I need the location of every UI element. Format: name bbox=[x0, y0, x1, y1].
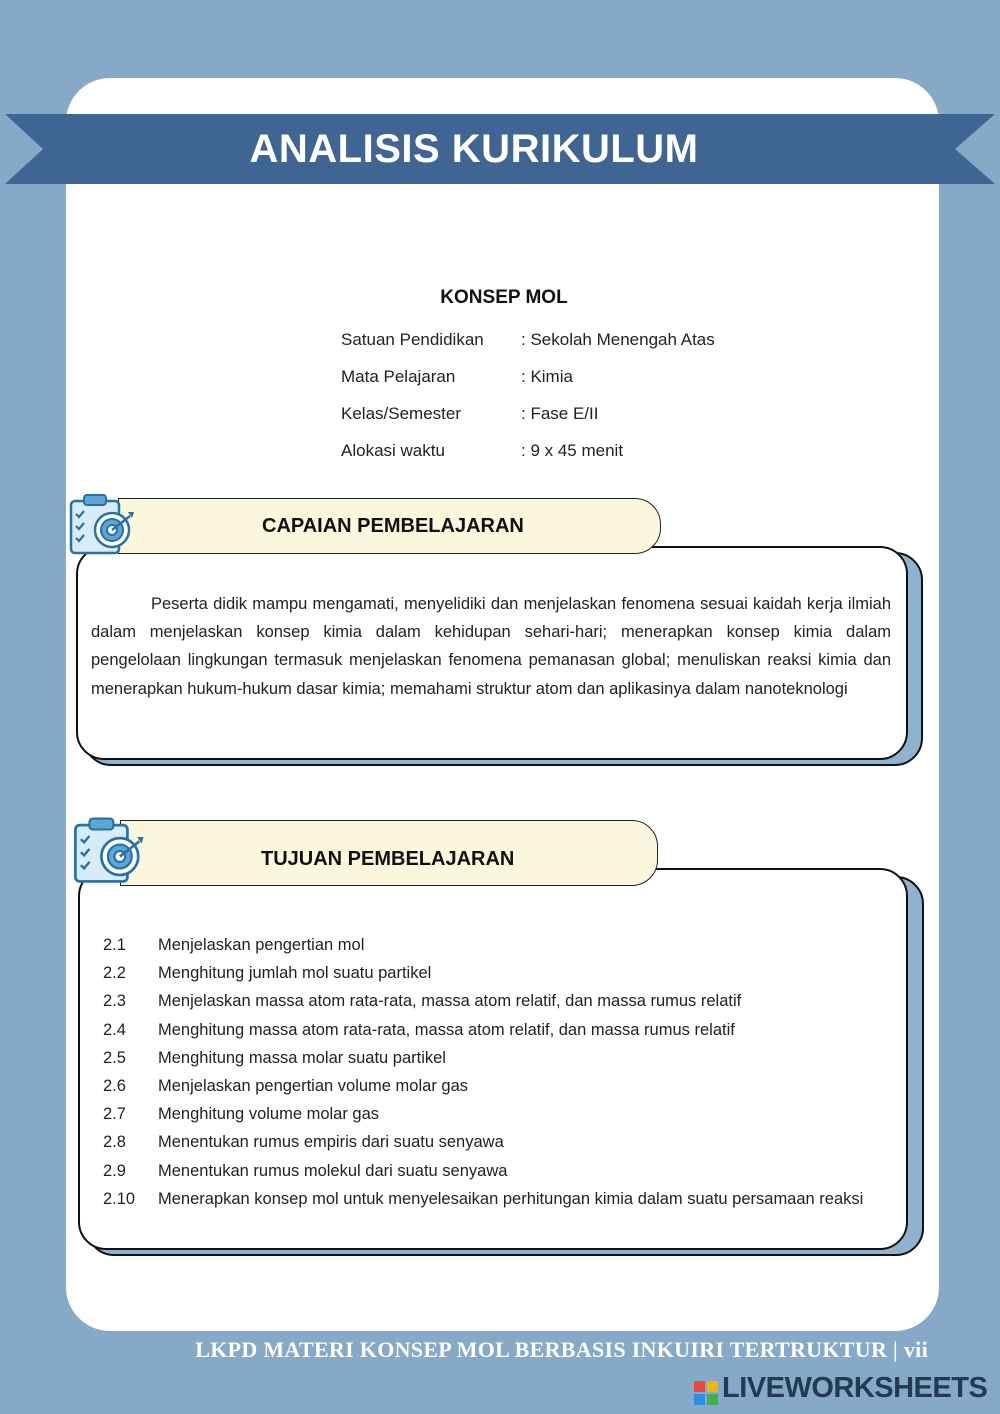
capaian-heading: CAPAIAN PEMBELAJARAN bbox=[262, 515, 524, 537]
item-number: 2.10 bbox=[103, 1189, 136, 1208]
meta-value: : 9 x 45 menit bbox=[521, 441, 624, 460]
item-number: 2.1 bbox=[103, 936, 126, 954]
list-item bbox=[103, 1044, 906, 1072]
item-number: 2.4 bbox=[103, 1020, 126, 1039]
item-number: 2.6 bbox=[103, 1077, 126, 1096]
item-number: 2.3 bbox=[103, 992, 126, 1011]
item-text: Menentukan rumus molekul dari suatu senyawa bbox=[158, 1161, 508, 1180]
item-text: Menjelaskan pengertian mol bbox=[158, 936, 365, 954]
list-item bbox=[103, 1157, 906, 1185]
meta-label: Satuan Pendidikan bbox=[341, 330, 484, 349]
capaian-text: Peserta didik mampu mengamati, menyelidiki dan menjelaskan fenomena sesuai kaidah kerja ilmiah dalam menjelaskan konsep kimia dalam kehidupan sehari-hari; menerapkan konsep kimia dalam pengelolaan lingkungan termasuk menjelaskan fenomena pemanasan global; menuliskan reaksi kimia dan menerapkan hukum-hukum dasar kimia; memahami struktur atom dan aplikasinya dalam nanoteknologi bbox=[91, 595, 891, 698]
item-text: Menghitung volume molar gas bbox=[158, 1105, 380, 1124]
capaian-paragraph bbox=[91, 590, 891, 703]
meta-label: Mata Pelajaran bbox=[341, 367, 456, 386]
list-item bbox=[103, 1128, 906, 1156]
tujuan-heading: TUJUAN PEMBELAJARAN bbox=[261, 848, 515, 870]
list-item bbox=[103, 931, 906, 959]
meta-value: : Fase E/II bbox=[521, 404, 599, 423]
objectives-list bbox=[103, 931, 906, 1213]
item-text: Menjelaskan massa atom rata-rata, massa atom relatif, dan massa rumus relatif bbox=[158, 992, 742, 1011]
list-item bbox=[103, 959, 906, 987]
item-text: Menentukan rumus empiris dari suatu senyawa bbox=[158, 1133, 504, 1152]
item-number: 2.7 bbox=[103, 1105, 126, 1124]
meta-label: Alokasi waktu bbox=[341, 441, 445, 460]
clipboard-target-icon bbox=[70, 812, 148, 888]
item-text: Menghitung massa atom rata-rata, massa atom relatif, dan massa rumus relatif bbox=[158, 1020, 735, 1039]
meta-value: : Kimia bbox=[521, 367, 573, 386]
footer-text: LKPD MATERI KONSEP MOL BERBASIS INKUIRI TERTRUKTUR | vii bbox=[195, 1337, 928, 1362]
item-number: 2.8 bbox=[103, 1133, 126, 1152]
liveworksheets-logo-icon bbox=[692, 1373, 722, 1409]
list-item bbox=[103, 1072, 906, 1100]
item-number: 2.2 bbox=[103, 964, 126, 983]
item-number: 2.9 bbox=[103, 1161, 126, 1180]
list-item bbox=[103, 1016, 906, 1044]
meta-value: : Sekolah Menengah Atas bbox=[521, 330, 715, 349]
item-text: Menghitung massa molar suatu partikel bbox=[158, 1048, 446, 1067]
item-text: Menerapkan konsep mol untuk menyelesaikan perhitungan kimia dalam suatu persamaan reaksi bbox=[158, 1189, 864, 1208]
document-title: KONSEP MOL bbox=[440, 287, 568, 308]
clipboard-target-icon bbox=[66, 492, 138, 556]
list-item bbox=[103, 1185, 906, 1213]
list-item bbox=[103, 1100, 906, 1128]
item-text: Menghitung jumlah mol suatu partikel bbox=[158, 964, 432, 983]
item-text: Menjelaskan pengertian volume molar gas bbox=[158, 1077, 469, 1096]
item-number: 2.5 bbox=[103, 1048, 126, 1067]
list-item bbox=[103, 987, 906, 1015]
page-title: ANALISIS KURIKULUM bbox=[249, 127, 699, 171]
liveworksheets-watermark[interactable]: LIVEWORKSHEETS bbox=[722, 1372, 988, 1404]
meta-label: Kelas/Semester bbox=[341, 404, 461, 423]
